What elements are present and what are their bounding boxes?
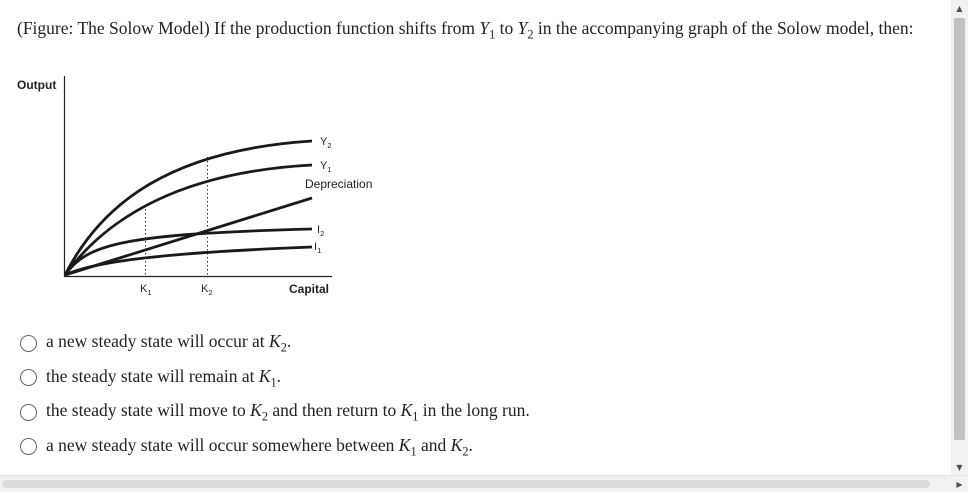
scroll-up-arrow-icon[interactable]: ▲ xyxy=(956,4,963,13)
vertical-scroll-thumb[interactable] xyxy=(954,18,965,440)
y-axis-label: Output xyxy=(17,78,57,92)
answer-option-1-label: a new steady state will occur at $K_2$. xyxy=(46,331,292,355)
answer-option-2-label: the steady state will remain at $K_1$. xyxy=(46,365,282,389)
investment-curve-i1 xyxy=(65,247,312,275)
y2-curve-label: $Y_2$ xyxy=(320,136,332,150)
answer-option-4-label: a new steady state will occur somewhere between $K_1$ and $K_2$. xyxy=(46,434,473,458)
answer-option-4[interactable] xyxy=(20,430,530,465)
y1-symbol: Y xyxy=(479,18,490,38)
horizontal-scroll-thumb[interactable] xyxy=(2,480,930,488)
answer-options xyxy=(20,326,530,464)
x-axis-label: Capital xyxy=(289,282,330,296)
radio-button-4[interactable] xyxy=(20,438,37,455)
scroll-right-arrow-icon[interactable]: ▶ xyxy=(956,479,963,489)
answer-option-2[interactable] xyxy=(20,361,530,396)
question-text: (Figure: The Solow Model) If the production function shifts from $Y_1$ to $Y_2$ in the accompanying graph of the Solow model, then: xyxy=(17,18,914,42)
scroll-down-arrow-icon[interactable]: ▼ xyxy=(956,463,963,472)
answer-option-3-label: the steady state will move to $K_2$ and then return to $K_1$ in the long run. xyxy=(46,400,530,424)
radio-button-1[interactable] xyxy=(20,335,37,352)
radio-button-2[interactable] xyxy=(20,369,37,386)
answer-option-3[interactable] xyxy=(20,395,530,430)
answer-option-1[interactable] xyxy=(20,326,530,361)
y1-curve-label: $Y_1$ xyxy=(320,160,332,174)
k2-tick-label: $K_2$ xyxy=(201,283,213,297)
k1-tick-label: $K_1$ xyxy=(140,283,152,297)
horizontal-scrollbar[interactable] xyxy=(0,475,968,492)
solow-model-figure xyxy=(12,72,392,307)
radio-button-3[interactable] xyxy=(20,404,37,421)
i2-curve-label: $I_2$ xyxy=(317,224,325,238)
vertical-scrollbar[interactable] xyxy=(951,0,968,476)
solow-graph xyxy=(12,72,392,307)
depreciation-label: Depreciation xyxy=(305,177,373,191)
y2-symbol: Y xyxy=(517,18,528,38)
i1-curve-label: $I_1$ xyxy=(314,241,322,255)
